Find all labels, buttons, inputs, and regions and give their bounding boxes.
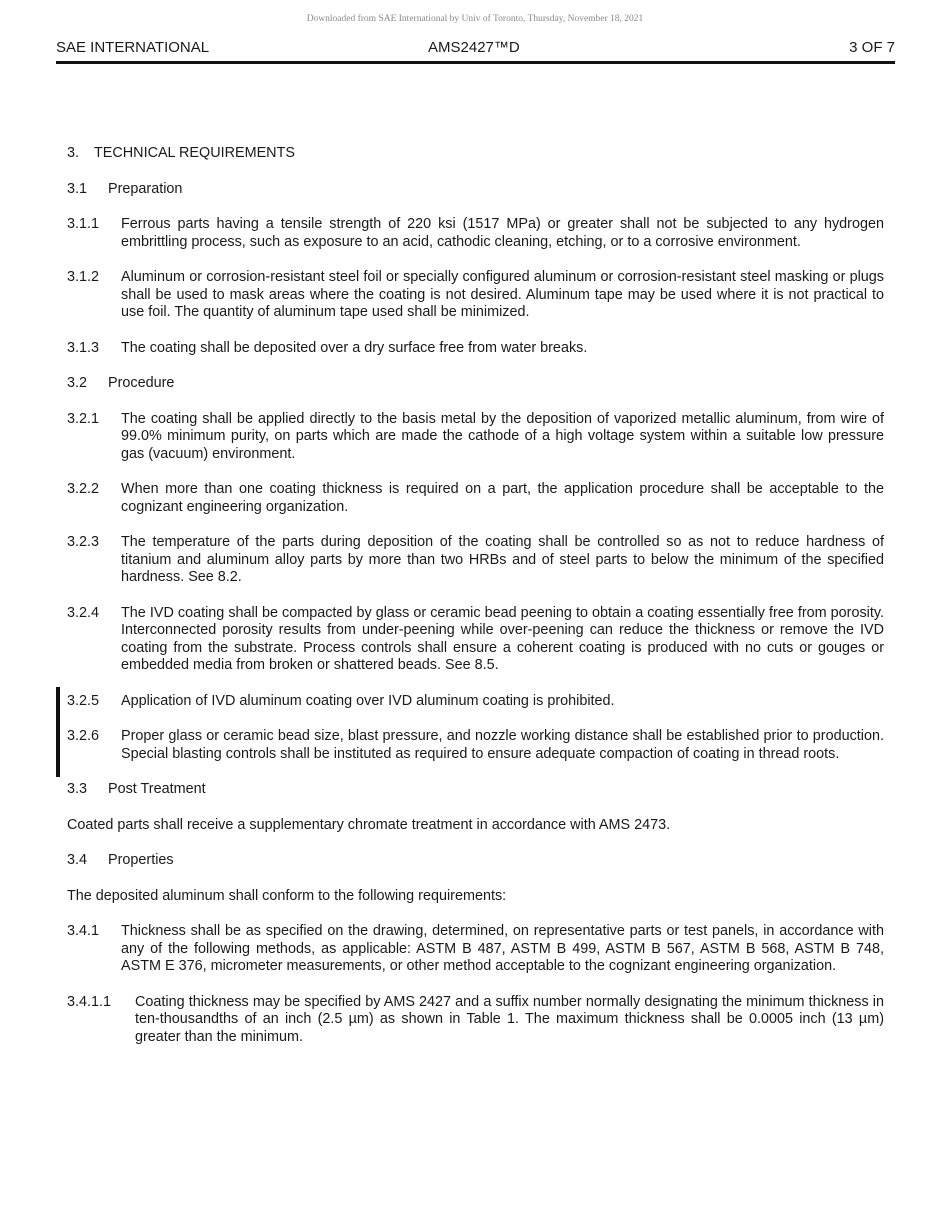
section-title: TECHNICAL REQUIREMENTS xyxy=(94,145,295,161)
paragraph-number: 3.2.4 xyxy=(67,604,100,621)
paragraph-3-4-1 xyxy=(67,923,884,976)
paragraph-number: 3.4.1 xyxy=(67,923,100,939)
paragraph-text: Application of IVD aluminum coating over IVD aluminum coating is prohibited. xyxy=(121,692,615,709)
paragraph-number: 3.2.6 xyxy=(67,728,100,744)
paragraph-text: Thickness shall be as specified on the drawing, determined, on representative parts or test panels, in accordance with any of the following methods, as applicable: ASTM B 487, ASTM B 499, ASTM B 567, ASTM B 568, ASTM B 748, ASTM E 376, micrometer measurements, or other method acceptable to the cognizant engineering organization. xyxy=(121,923,884,974)
section-title: Preparation xyxy=(108,180,183,197)
paragraph-number: 3.1.3 xyxy=(67,339,100,356)
paragraph-number: 3.4.1.1 xyxy=(67,993,112,1010)
paragraph-number: 3.2.2 xyxy=(67,481,100,497)
paragraph-number: 3.2.1 xyxy=(67,410,100,427)
document-body xyxy=(67,145,884,1046)
paragraph-3-4-1-1 xyxy=(67,994,884,1047)
section-title: Properties xyxy=(108,852,174,868)
section-3-3-heading xyxy=(67,781,884,799)
header-page-number: 3 OF 7 xyxy=(849,39,895,56)
paragraph-text: Ferrous parts having a tensile strength of 220 ksi (1517 MPa) or greater shall not be subjected to any hydrogen embrittling process, such as exposure to an acid, cathodic cleaning, etching, or to a corrosive environment. xyxy=(121,216,884,250)
section-3-2-heading xyxy=(67,375,884,393)
paragraph-3-2-2 xyxy=(67,481,884,516)
revision-change-bar xyxy=(56,687,60,777)
section-3-3-text: Coated parts shall receive a supplementary chromate treatment in accordance with AMS 2473. xyxy=(67,816,671,833)
paragraph-text: Proper glass or ceramic bead size, blast pressure, and nozzle working distance shall be established prior to production. Special blasting controls shall be instituted as required to ensure adequate compaction of coating in thread roots. xyxy=(121,728,884,762)
section-title: Post Treatment xyxy=(108,781,206,797)
paragraph-3-2-4 xyxy=(67,605,884,675)
download-note: Downloaded from SAE International by Univ of Toronto, Thursday, November 18, 2021 xyxy=(306,14,644,24)
section-number: 3. xyxy=(67,145,80,161)
page-header xyxy=(56,39,895,64)
paragraph-3-1-3 xyxy=(67,340,884,358)
section-title: Procedure xyxy=(108,375,175,391)
paragraph-number: 3.1.1 xyxy=(67,216,100,232)
section-3-4-text: The deposited aluminum shall conform to the following requirements: xyxy=(67,887,507,904)
header-doc-id: AMS2427™D xyxy=(428,39,520,56)
paragraph-number: 3.1.2 xyxy=(67,269,100,285)
paragraph-number: 3.2.5 xyxy=(67,692,100,709)
header-org: SAE INTERNATIONAL xyxy=(56,39,210,56)
paragraph-text: The temperature of the parts during deposition of the coating shall be controlled so as not to reduce hardness of titanium and aluminum alloy parts by more than two HRBs and of steel parts to below the minimum of the specified hardness. See 8.2. xyxy=(121,534,884,585)
paragraph-3-2-5 xyxy=(67,693,884,711)
section-3-1-heading xyxy=(67,181,884,199)
section-3-heading xyxy=(67,145,884,163)
section-number: 3.2 xyxy=(67,375,88,391)
section-number: 3.3 xyxy=(67,781,88,797)
section-number: 3.4 xyxy=(67,852,88,868)
paragraph-number: 3.2.3 xyxy=(67,534,100,550)
section-3-4-heading xyxy=(67,852,884,870)
paragraph-3-2-3 xyxy=(67,534,884,587)
paragraph-text: The IVD coating shall be compacted by glass or ceramic bead peening to obtain a coating essentially free from porosity. Interconnected porosity results from under-peening while over-peening can reduce the thickness or remove the IVD coating from the substrate. Process controls shall ensure a coherent coating is produced with no cuts or gouges or embedded media from broken or shattered beads. See 8.5. xyxy=(121,604,884,673)
paragraph-text: The coating shall be deposited over a dry surface free from water breaks. xyxy=(121,339,588,356)
paragraph-3-1-2 xyxy=(67,269,884,322)
paragraph-3-1-1 xyxy=(67,216,884,251)
paragraph-text: When more than one coating thickness is required on a part, the application procedure shall be acceptable to the cognizant engineering organization. xyxy=(121,481,884,515)
section-number: 3.1 xyxy=(67,180,88,197)
paragraph-3-2-6 xyxy=(67,728,884,763)
paragraph-text: Coating thickness may be specified by AMS 2427 and a suffix number normally designating the minimum thickness in ten-thousandths of an inch (2.5 µm) as shown in Table 1. The maximum thickness shall be 0.0005 inch (13 µm) greater than the minimum. xyxy=(135,993,884,1045)
paragraph-text: The coating shall be applied directly to the basis metal by the deposition of vaporized metallic aluminum, from wire of 99.0% minimum purity, on parts which are made the cathode of a high voltage system within a suitable low pressure gas (vacuum) environment. xyxy=(121,410,884,462)
paragraph-3-2-1 xyxy=(67,411,884,464)
paragraph-text: Aluminum or corrosion-resistant steel foil or specially configured aluminum or corrosion-resistant steel masking or plugs shall be used to mask areas where the coating is not desired. Aluminum tape may be used where it is not practical to use foil. The quantity of aluminum tape used shall be minimized. xyxy=(121,269,884,320)
